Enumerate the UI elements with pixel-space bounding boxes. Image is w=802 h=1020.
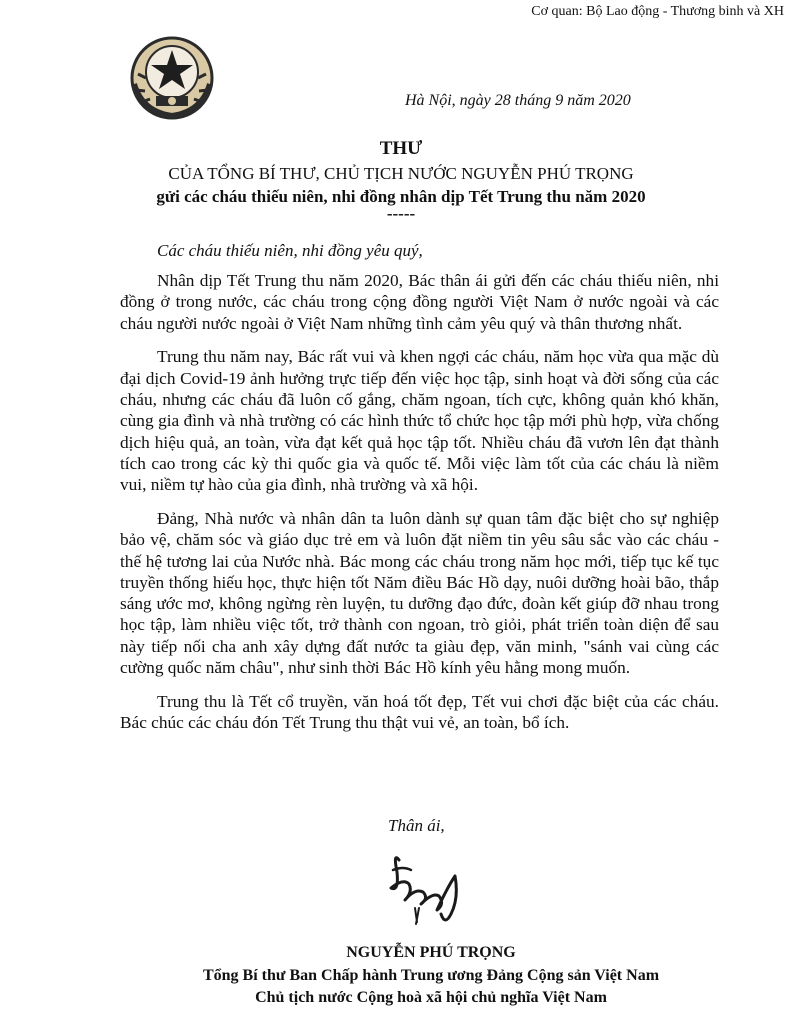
signer-position-1: Tổng Bí thư Ban Chấp hành Trung ương Đảng Cộng sản Việt Nam <box>202 967 660 984</box>
signer-name: NGUYỄN PHÚ TRỌNG <box>346 944 516 961</box>
letter-body <box>120 270 719 746</box>
paragraph-1: Nhân dịp Tết Trung thu năm 2020, Bác thân ái gửi đến các cháu thiếu niên, nhi đồng ở trong nước, các cháu trong cộng đồng người Việt Nam ở nước ngoài và các cháu người nước ngoài ở Việt Nam những tình cảm yêu quý và thân thương nhất. <box>120 271 719 333</box>
paragraph-2: Trung thu năm nay, Bác rất vui và khen ngợi các cháu, năm học vừa qua mặc dù đại dịch Covid-19 ảnh hưởng trực tiếp đến việc học tập, sinh hoạt và đời sống của các cháu, nhưng các cháu đã luôn cố gắng, chăm ngoan, tích cực, không quản khó khăn, cùng gia đình và nhà trường có các hình thức tổ chức học tập mới phù hợp, vừa chống dịch hiệu quả, an toàn, vừa đạt kết quả học tập tốt. Nhiều cháu đã vươn lên đạt thành tích cao trong các kỳ thi quốc gia và quốc tế. Mỗi việc làm tốt của các cháu là niềm vui, niềm tự hào của gia đình, nhà trường và xã hội. <box>120 347 719 495</box>
salutation: Các cháu thiếu niên, nhi đồng yêu quý, <box>157 241 423 260</box>
date-line: Hà Nội, ngày 28 tháng 9 năm 2020 <box>405 92 631 109</box>
signature-icon <box>385 848 463 928</box>
national-emblem-icon <box>122 34 222 122</box>
closing: Thân ái, <box>388 816 445 835</box>
title-separator: ----- <box>386 204 416 223</box>
letter-title: THƯ <box>379 138 423 159</box>
letter-recipient-line: gửi các cháu thiếu niên, nhi đồng nhân dịp Tết Trung thu năm 2020 <box>156 187 646 206</box>
signer-position-2: Chủ tịch nước Cộng hoà xã hội chủ nghĩa Việt Nam <box>255 989 607 1006</box>
paragraph-4: Trung thu là Tết cổ truyền, văn hoá tốt đẹp, Tết vui chơi đặc biệt của các cháu. Bác chúc các cháu đón Tết Trung thu thật vui vẻ, an toàn, bổ ích. <box>120 691 719 733</box>
letter-author-line: CỦA TỔNG BÍ THƯ, CHỦ TỊCH NƯỚC NGUYỄN PHÚ TRỌNG <box>168 164 634 183</box>
paragraph-3: Đảng, Nhà nước và nhân dân ta luôn dành sự quan tâm đặc biệt cho sự nghiệp bảo vệ, chăm sóc và giáo dục trẻ em và luôn đặt niềm tin yêu sâu sắc vào các cháu - thế hệ tương lai của Nước nhà. Bác mong các cháu trong năm học mới, tiếp tục kế tục truyền thống hiếu học, thực hiện tốt Năm điều Bác Hồ dạy, nuôi dưỡng hoài bão, thắp sáng ước mơ, không ngừng rèn luyện, tu dưỡng đạo đức, đoàn kết giúp đỡ nhau trong học tập, làm nhiều việc tốt, trở thành con ngoan, trò giỏi, phát triển toàn diện để sau này tiếp nối cha anh xây dựng đất nước ta giàu đẹp, văn minh, "sánh vai cùng các cường quốc năm châu", như sinh thời Bác Hồ kính yêu hằng mong muốn. <box>120 508 719 678</box>
agency-label: Cơ quan: Bộ Lao động - Thương binh và XH <box>531 4 784 19</box>
